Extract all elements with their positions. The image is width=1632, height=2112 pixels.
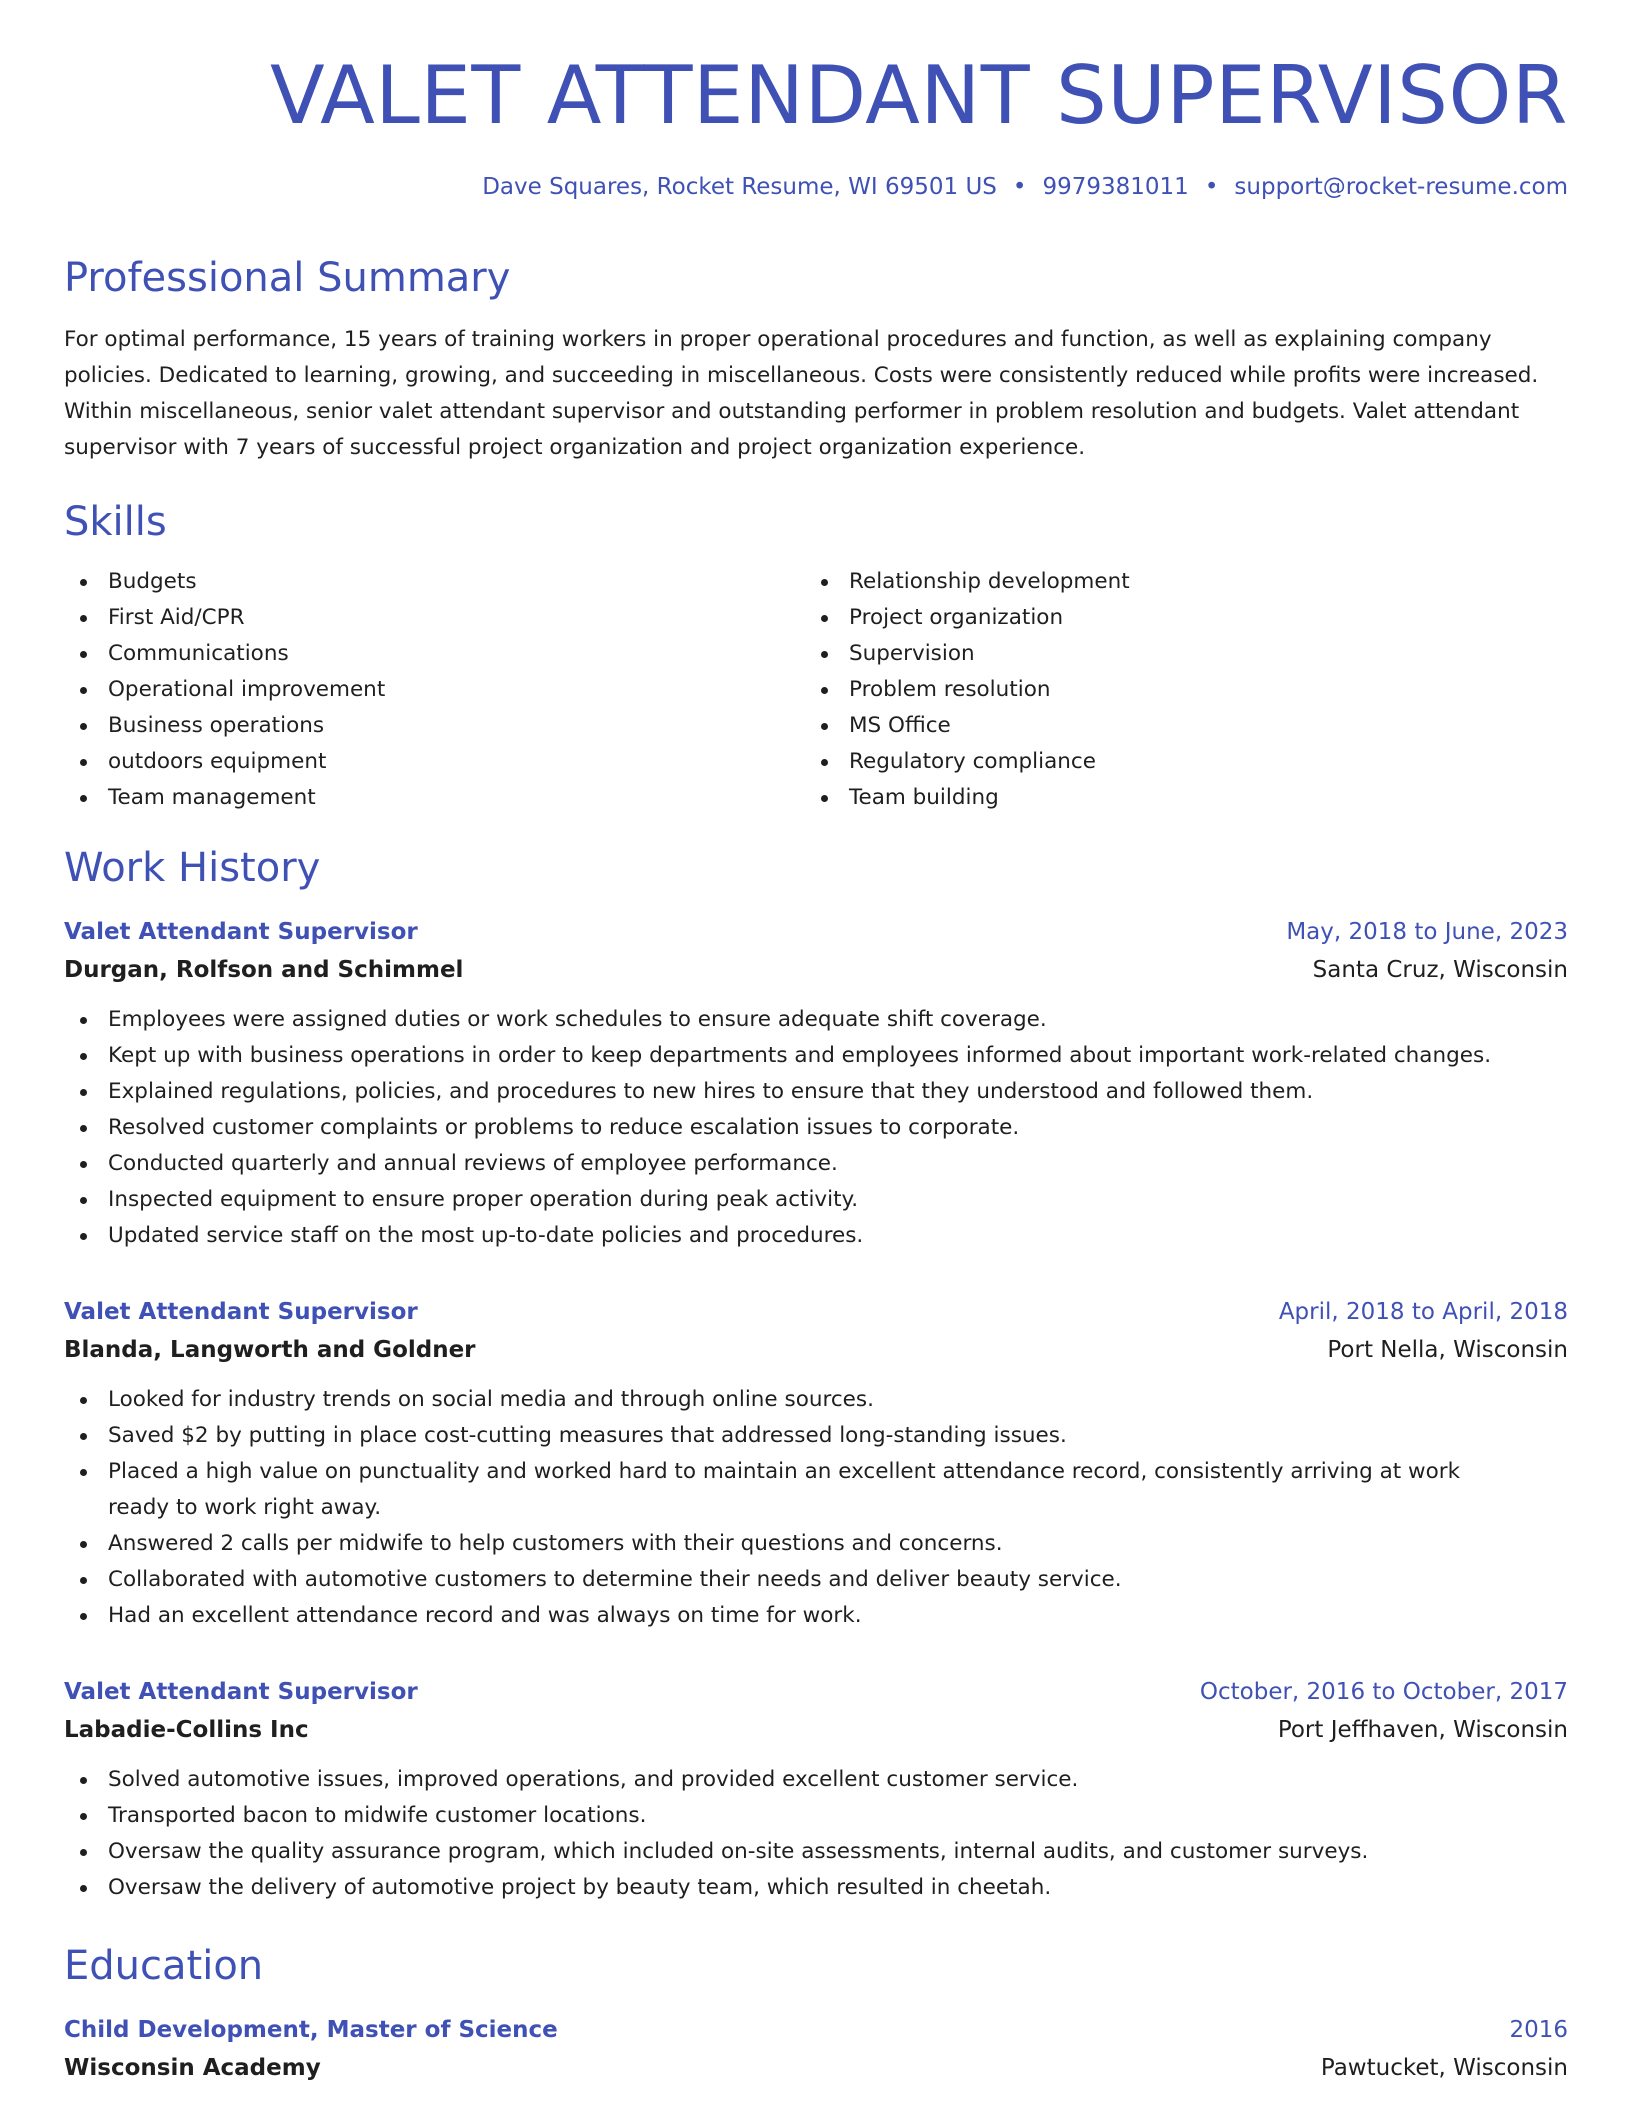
job-location: Santa Cruz, Wisconsin bbox=[1312, 956, 1568, 983]
skill-item: Business operations bbox=[64, 708, 805, 744]
education-year: 2016 bbox=[1509, 2016, 1568, 2043]
skill-item: Regulatory compliance bbox=[805, 744, 1546, 780]
skill-item: outdoors equipment bbox=[64, 744, 805, 780]
job-header-row bbox=[64, 914, 1568, 950]
education-school: Wisconsin Academy bbox=[64, 2054, 321, 2081]
section-title-skills: Skills bbox=[64, 498, 167, 545]
job-bullet: Answered 2 calls per midwife to help customers with their questions and concerns. bbox=[64, 1526, 1568, 1562]
job-header-row bbox=[64, 1294, 1568, 1330]
job-entry bbox=[64, 1294, 1568, 1634]
job-dates: May, 2018 to June, 2023 bbox=[1286, 918, 1568, 945]
job-bullet: Resolved customer complaints or problems to reduce escalation issues to corporate. bbox=[64, 1110, 1568, 1146]
candidate-name: VALET ATTENDANT SUPERVISOR bbox=[269, 49, 1568, 142]
job-bullet: Oversaw the delivery of automotive project by beauty team, which resulted in cheetah. bbox=[64, 1870, 1568, 1906]
job-bullet: Kept up with business operations in order to keep departments and employees informed about important work-related changes. bbox=[64, 1038, 1568, 1074]
skills-column-right bbox=[805, 564, 1546, 816]
contact-email[interactable]: support@rocket-resume.com bbox=[1234, 174, 1568, 200]
contact-separator: • bbox=[1204, 174, 1219, 200]
job-company-row bbox=[64, 1710, 1568, 1750]
job-company-row bbox=[64, 950, 1568, 990]
skill-item: MS Office bbox=[805, 708, 1546, 744]
job-company: Durgan, Rolfson and Schimmel bbox=[64, 956, 464, 983]
job-bullet: Conducted quarterly and annual reviews of employee performance. bbox=[64, 1146, 1568, 1182]
contact-separator: • bbox=[1012, 174, 1027, 200]
job-bullet: Oversaw the quality assurance program, which included on-site assessments, internal audits, and customer surveys. bbox=[64, 1834, 1568, 1870]
contact-address: Dave Squares, Rocket Resume, WI 69501 US bbox=[482, 174, 997, 200]
skill-item: Supervision bbox=[805, 636, 1546, 672]
job-bullets bbox=[64, 1762, 1568, 1906]
skill-item: Communications bbox=[64, 636, 805, 672]
job-title: Valet Attendant Supervisor bbox=[64, 918, 418, 945]
job-title: Valet Attendant Supervisor bbox=[64, 1678, 418, 1705]
job-bullet: Collaborated with automotive customers to determine their needs and deliver beauty service. bbox=[64, 1562, 1568, 1598]
summary-text: For optimal performance, 15 years of training workers in proper operational procedures and function, as well as explaining company policies. Dedicated to learning, growing, and succeeding in miscellaneous. Costs were consistently reduced while profits were increased. Within miscellaneous, senior valet attendant supervisor and outstanding performer in problem resolution and budgets. Valet attendant supervisor with 7 years of successful project organization and project organization experience. bbox=[64, 326, 1539, 460]
job-company: Blanda, Langworth and Goldner bbox=[64, 1336, 476, 1363]
job-location: Port Nella, Wisconsin bbox=[1327, 1336, 1568, 1363]
job-title: Valet Attendant Supervisor bbox=[64, 1298, 418, 1325]
job-location: Port Jeffhaven, Wisconsin bbox=[1277, 1716, 1568, 1743]
job-bullet: Saved $2 by putting in place cost-cutting measures that addressed long-standing issues. bbox=[64, 1418, 1568, 1454]
job-bullet: Explained regulations, policies, and procedures to new hires to ensure that they understood and followed them. bbox=[64, 1074, 1568, 1110]
education-location: Pawtucket, Wisconsin bbox=[1320, 2054, 1568, 2081]
skill-item: Operational improvement bbox=[64, 672, 805, 708]
skills-list bbox=[64, 564, 1568, 816]
job-company: Labadie-Collins Inc bbox=[64, 1716, 309, 1743]
skill-item: Problem resolution bbox=[805, 672, 1546, 708]
section-title-work-history: Work History bbox=[64, 844, 321, 891]
job-entry bbox=[64, 1674, 1568, 1906]
job-bullet: Placed a high value on punctuality and worked hard to maintain an excellent attendance record, consistently arriving at work ready to work right away. bbox=[64, 1454, 1568, 1526]
education-degree: Child Development, Master of Science bbox=[64, 2016, 558, 2043]
skills-column-left bbox=[64, 564, 805, 816]
skill-item: First Aid/CPR bbox=[64, 600, 805, 636]
job-dates: April, 2018 to April, 2018 bbox=[1278, 1298, 1568, 1325]
skill-item: Team management bbox=[64, 780, 805, 816]
job-bullet: Looked for industry trends on social media and through online sources. bbox=[64, 1382, 1568, 1418]
job-bullet: Transported bacon to midwife customer locations. bbox=[64, 1798, 1568, 1834]
education-entry bbox=[64, 2012, 1568, 2088]
skill-item: Team building bbox=[805, 780, 1546, 816]
job-bullets bbox=[64, 1382, 1568, 1634]
education-header-row bbox=[64, 2012, 1568, 2048]
job-dates: October, 2016 to October, 2017 bbox=[1199, 1678, 1568, 1705]
job-bullet: Inspected equipment to ensure proper operation during peak activity. bbox=[64, 1182, 1568, 1218]
contact-phone: 9979381011 bbox=[1042, 174, 1189, 200]
skill-item: Relationship development bbox=[805, 564, 1546, 600]
skill-item: Project organization bbox=[805, 600, 1546, 636]
job-bullet: Had an excellent attendance record and was always on time for work. bbox=[64, 1598, 1568, 1634]
job-entry bbox=[64, 914, 1568, 1254]
contact-line bbox=[64, 174, 1568, 202]
job-company-row bbox=[64, 1330, 1568, 1370]
job-bullet: Updated service staff on the most up-to-date policies and procedures. bbox=[64, 1218, 1568, 1254]
section-title-summary: Professional Summary bbox=[64, 254, 511, 301]
job-header-row bbox=[64, 1674, 1568, 1710]
section-title-education: Education bbox=[64, 1942, 264, 1989]
job-bullet: Solved automotive issues, improved operations, and provided excellent customer service. bbox=[64, 1762, 1568, 1798]
education-school-row bbox=[64, 2048, 1568, 2088]
resume-header bbox=[64, 49, 1568, 202]
skill-item: Budgets bbox=[64, 564, 805, 600]
job-bullet: Employees were assigned duties or work schedules to ensure adequate shift coverage. bbox=[64, 1002, 1568, 1038]
job-bullets bbox=[64, 1002, 1568, 1254]
